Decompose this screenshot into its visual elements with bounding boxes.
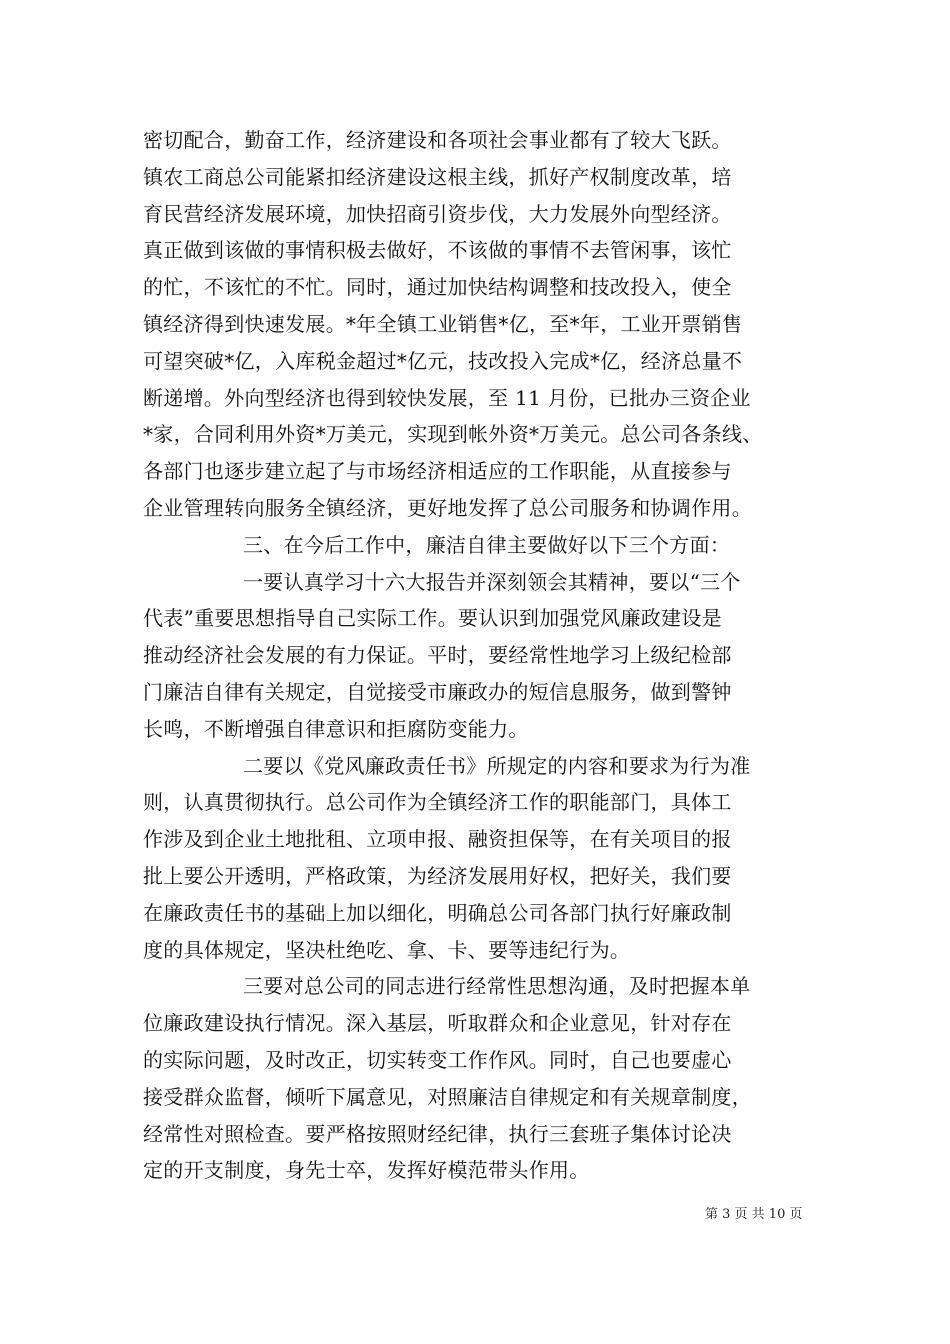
text-line: 作涉及到企业土地批租、立项申报、融资担保等，在有关项目的报 <box>143 827 732 852</box>
text-line: 代表”重要思想指导自己实际工作。要认识到加强党风廉政建设是 <box>143 606 722 631</box>
text-line: 各部门也逐步建立起了与市场经济相适应的工作职能，从直接参与 <box>143 459 732 484</box>
text-line: 长鸣，不断增强自律意识和拒腐防变能力。 <box>143 716 529 741</box>
text-line: *家，合同利用外资*万美元，实现到帐外资*万美元。总公司各条线、 <box>143 422 763 447</box>
text-line: 经常性对照检查。要严格按照财经纪律，执行三套班子集体讨论决 <box>143 1121 732 1146</box>
body-text <box>143 122 813 1189</box>
text-line: 门廉洁自律有关规定，自觉接受市廉政办的短信息服务，做到警钟 <box>143 679 732 704</box>
text-line: 密切配合，勤奋工作，经济建设和各项社会事业都有了较大飞跃。 <box>143 128 732 152</box>
text-line: 则，认真贯彻执行。总公司作为全镇经济工作的职能部门，具体工 <box>143 790 732 815</box>
text-line: 镇农工商总公司能紧扣经济建设这根主线，抓好产权制度改革，培 <box>143 164 732 189</box>
text-line: 的实际问题，及时改正，切实转变工作作风。同时，自己也要虚心 <box>143 1047 732 1072</box>
text-line: 度的具体规定，坚决杜绝吃、拿、卡、要等违纪行为。 <box>143 937 631 962</box>
paragraph-start: 三要对总公司的同志进行经常性思想沟通，及时把握本单 <box>243 974 751 999</box>
text-line: 定的开支制度，身先士卒，发挥好模范带头作用。 <box>143 1158 590 1183</box>
text-line: 企业管理转向服务全镇经济，更好地发挥了总公司服务和协调作用。 <box>143 495 752 520</box>
text-line: 真正做到该做的事情积极去做好，不该做的事情不去管闲事，该忙 <box>143 238 732 263</box>
paragraph-start: 二要以《党风廉政责任书》所规定的内容和要求为行为准 <box>243 753 751 778</box>
text-line: 推动经济社会发展的有力保证。平时，要经常性地学习上级纪检部 <box>143 643 732 668</box>
text-line: 可望突破*亿，入库税金超过*亿元，技改投入完成*亿，经济总量不 <box>143 348 743 373</box>
text-line: 在廉政责任书的基础上加以细化，明确总公司各部门执行好廉政制 <box>143 900 732 925</box>
paragraph-start: 一要认真学习十六大报告并深刻领会其精神，要以“三个 <box>243 569 741 594</box>
text-line: 的忙，不该忙的不忙。同时，通过加快结构调整和技改投入，使全 <box>143 275 732 300</box>
text-line: 接受群众监督，倾听下属意见，对照廉洁自律规定和有关规章制度， <box>143 1084 752 1109</box>
page-number: 第 3 页 共 10 页 <box>705 1207 803 1222</box>
section-heading: 三、在今后工作中，廉洁自律主要做好以下三个方面： <box>243 532 731 557</box>
text-line: 镇经济得到快速发展。*年全镇工业销售*亿，至*年，工业开票销售 <box>143 311 743 336</box>
text-line: 育民营经济发展环境，加快招商引资步伐，大力发展外向型经济。 <box>143 201 732 226</box>
text-line: 位廉政建设执行情况。深入基层，听取群众和企业意见，针对存在 <box>143 1011 732 1036</box>
text-line: 断递增。外向型经济也得到较快发展，至 11 月份，已批办三资企业 <box>143 385 751 410</box>
text-line: 批上要公开透明，严格政策，为经济发展用好权，把好关，我们要 <box>143 863 732 888</box>
